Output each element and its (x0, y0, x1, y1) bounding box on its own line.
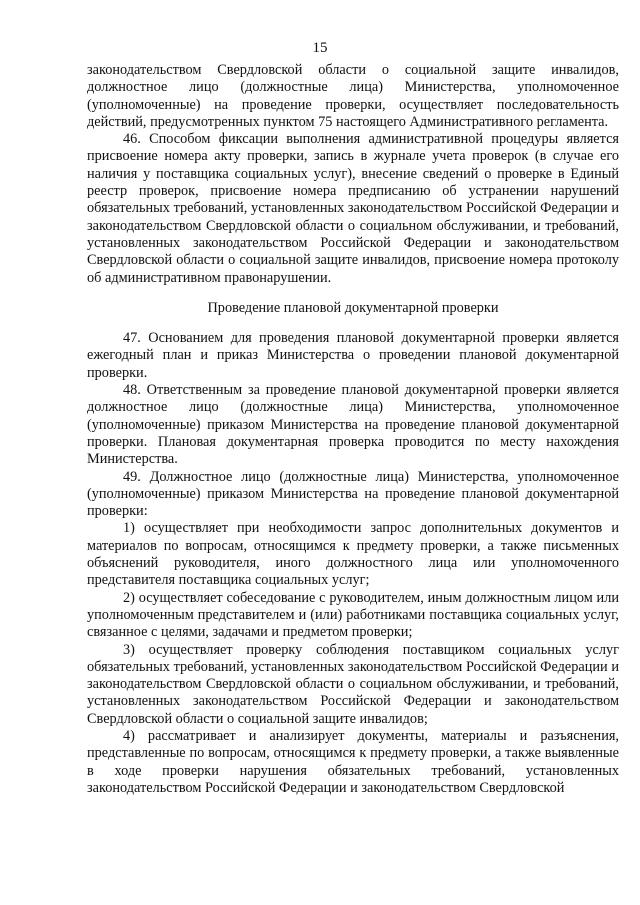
paragraph-continuation: законодательством Свердловской области о социальной защите инвалидов, должностное лицо (должностные лица) Министерства, уполномоченное (уполномоченные) на проведение проверки, осуществляет последовательность действий, предусмотренных пунктом 75 настоящего Административного регламента. (87, 62, 619, 130)
section-heading: Проведение плановой документарной проверки (207, 299, 499, 316)
subitem-2: 2) осуществляет собеседование с руководителем, иным должностным лицом или уполномоченным представителем и (или) работниками поставщика социальных услуг, связанное с целями, задачами и предметом проверки; (87, 589, 619, 641)
subitem-3: 3) осуществляет проверку соблюдения поставщиком социальных услуг обязательных требований, установленных законодательством Российской Федерации и законодательством Свердловской области о социальном обслуживании, и требований, установленных законодательством Российской Федерации и законодательством Свердловской области о социальной защите инвалидов; (87, 641, 619, 727)
document-body (87, 62, 619, 797)
page-number: 15 (312, 40, 328, 56)
subitem-1: 1) осуществляет при необходимости запрос дополнительных документов и материалов по вопросам, относящимся к предмету проверки, а также письменных объяснений руководителя, иного должностного лица или уполномоченного представителя поставщика социальных услуг; (87, 520, 619, 589)
paragraph-47: 47. Основанием для проведения плановой документарной проверки является ежегодный план и приказ Министерства о проведении плановой документарной проверки. (87, 330, 619, 381)
subitem-4: 4) рассматривает и анализирует документы, материалы и разъяснения, представленные по вопросам, относящимся к предмету проверки, а также выявленные в ходе проверки нарушения обязательных требований, установленных законодательством Российской Федерации и законодательством Свердловской (87, 727, 619, 796)
paragraph-46: 46. Способом фиксации выполнения административной процедуры является присвоение номера акту проверки, запись в журнале учета проверок (в случае его наличия у поставщика социальных услуг), внесение сведений о проверке в Единый реестр проверок, присвоение номера предписанию об устранении нарушений обязательных требований, установленных законодательством Российской Федерации и законодательством Свердловской области о социальном обслуживании, и требований, установленных законодательством Российской Федерации и законодательством Свердловской области о социальной защите инвалидов, присвоение номера протоколу об административном правонарушении. (87, 131, 619, 286)
paragraph-49: 49. Должностное лицо (должностные лица) Министерства, уполномоченное (уполномоченные) приказом Министерства на проведение плановой документарной проверки: (87, 468, 619, 520)
paragraph-48: 48. Ответственным за проведение плановой документарной проверки является должностное лицо (должностные лица) Министерства, уполномоченное (уполномоченные) приказом Министерства на проведение плановой документарной проверки. Плановая документарная проверка проводится по месту нахождения Министерства. (87, 382, 619, 468)
